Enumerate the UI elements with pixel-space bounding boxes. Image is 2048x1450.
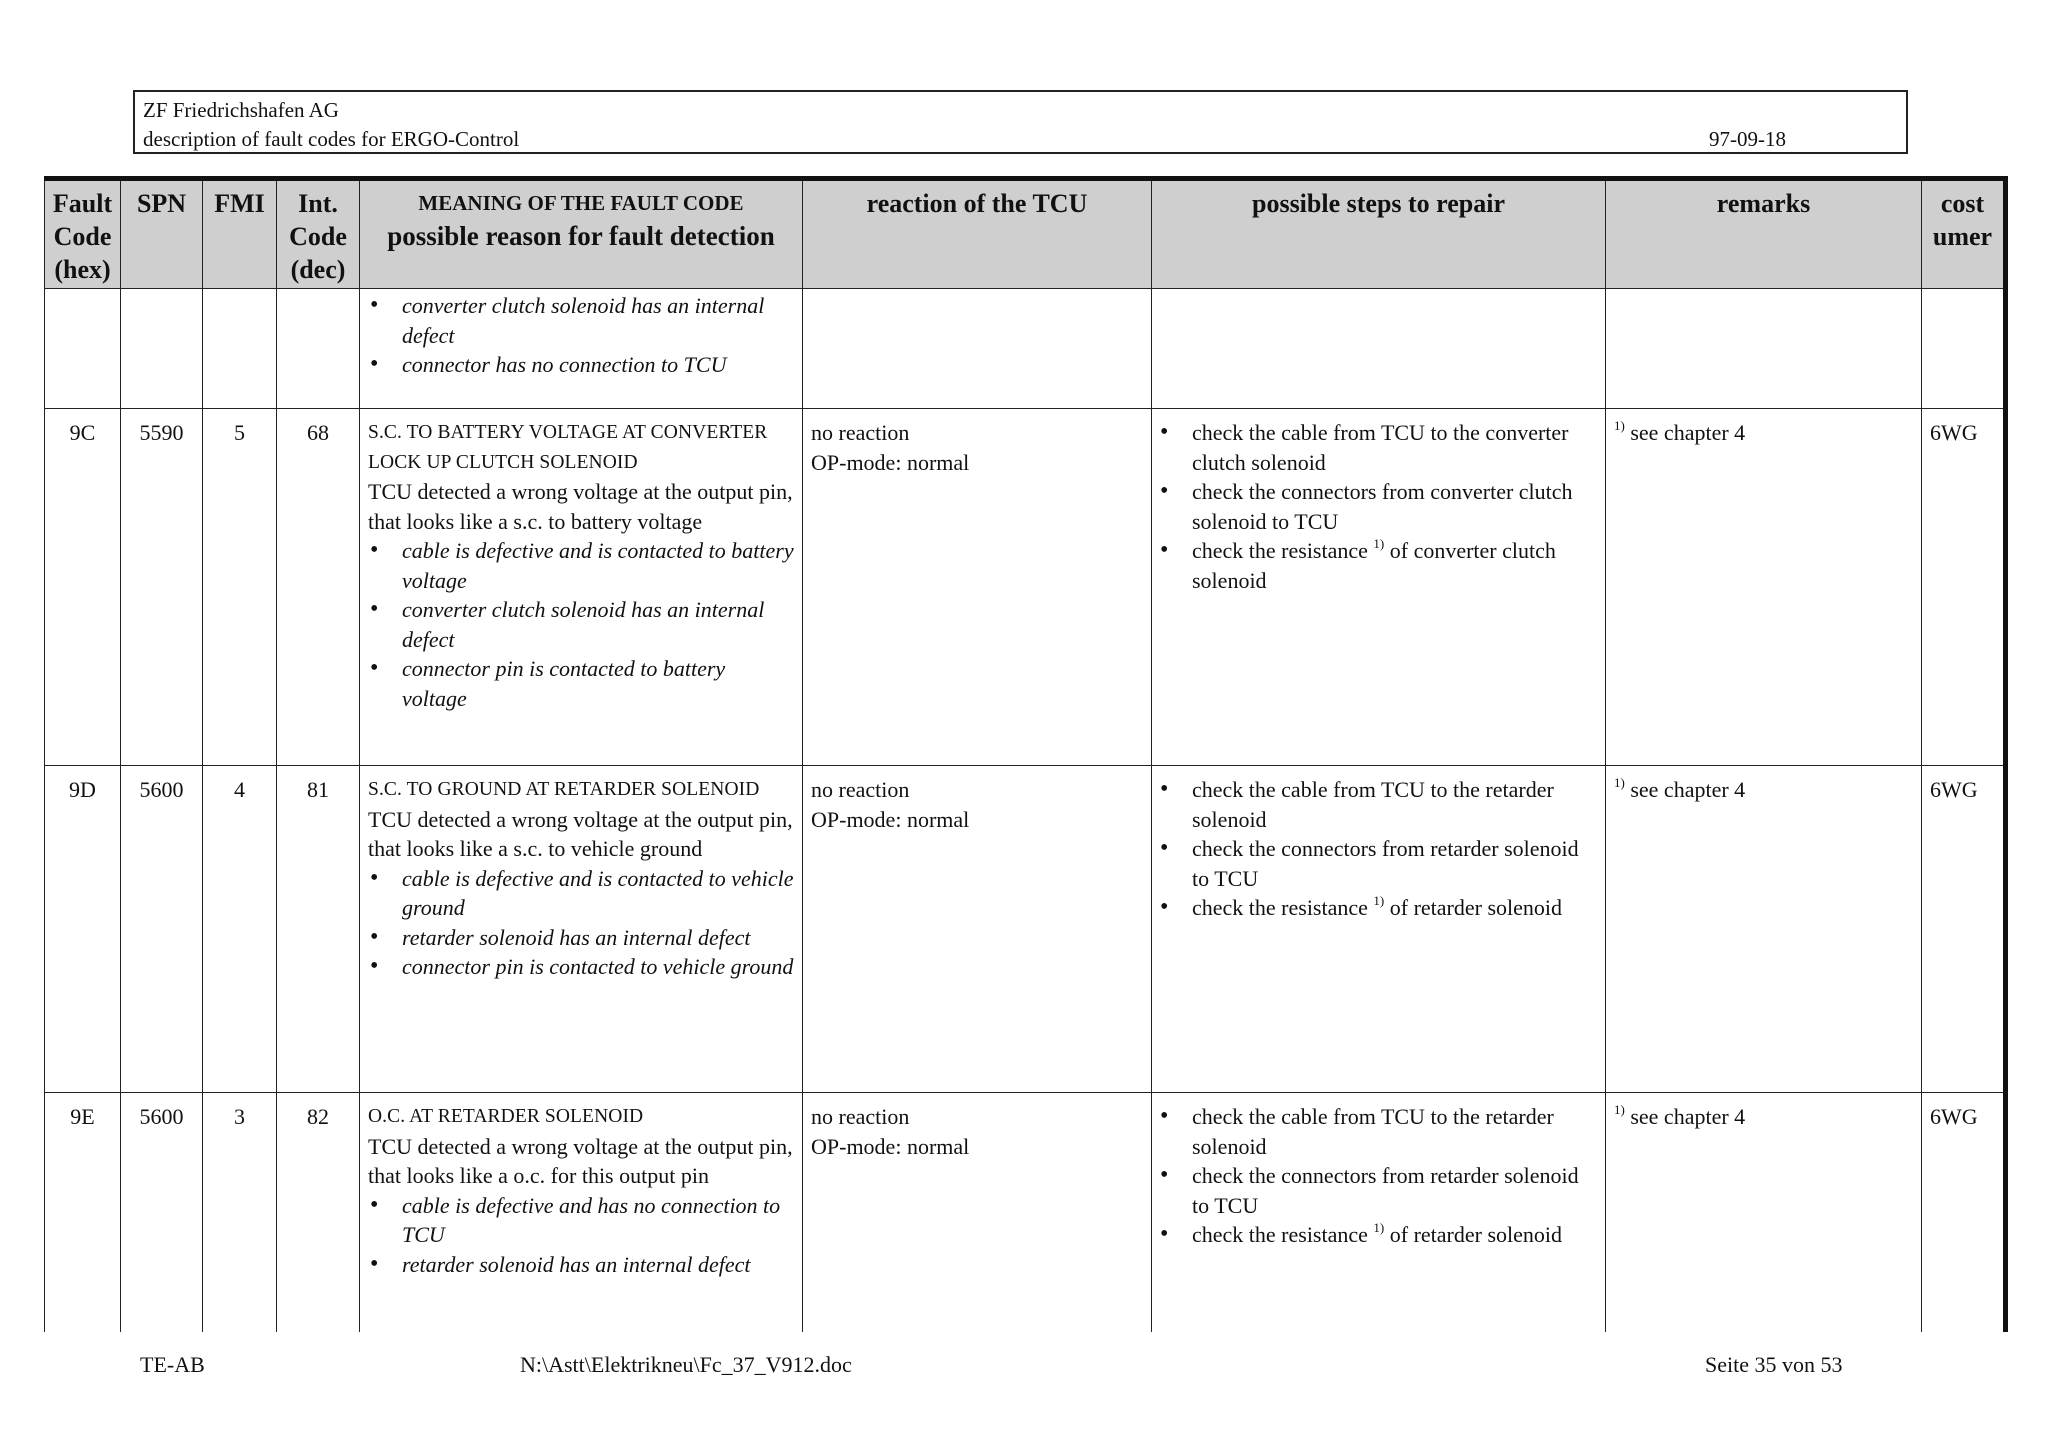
meaning-cell bbox=[360, 766, 803, 1093]
cause-item: • cable is defective and has no connection to TCU bbox=[368, 1191, 795, 1250]
footnote-marker: 1) bbox=[1373, 536, 1385, 551]
remark-text: see chapter 4 bbox=[1630, 1104, 1746, 1129]
repair-step: • check the connectors from retarder solenoid to TCU bbox=[1158, 834, 1598, 893]
customer-cell: 6WG bbox=[1922, 409, 2006, 766]
cause-item: • retarder solenoid has an internal defect bbox=[368, 1250, 795, 1280]
document-header bbox=[133, 90, 1908, 154]
remark-text: see chapter 4 bbox=[1630, 420, 1746, 445]
fault-title: S.C. TO GROUND AT RETARDER SOLENOID bbox=[368, 779, 760, 800]
reaction-cell bbox=[803, 1093, 1152, 1332]
op-mode-text: OP-mode: normal bbox=[811, 806, 970, 832]
fmi-value: 3 bbox=[203, 1093, 277, 1332]
col-header-fmi: FMI bbox=[203, 179, 277, 289]
company-name: ZF Friedrichshafen AG bbox=[143, 98, 339, 122]
footnote-marker: 1) bbox=[1373, 893, 1385, 908]
repair-step: • check the cable from TCU to the retarder solenoid bbox=[1158, 775, 1598, 834]
fault-code-table bbox=[44, 176, 2008, 1332]
repair-steps-cell bbox=[1152, 766, 1606, 1093]
op-mode-text: OP-mode: normal bbox=[811, 1133, 970, 1159]
spn-value: 5590 bbox=[121, 409, 203, 766]
cause-item: • retarder solenoid has an internal defect bbox=[368, 923, 795, 953]
col-header-int-code: Int. Code (dec) bbox=[277, 179, 360, 289]
customer-cell: 6WG bbox=[1922, 766, 2006, 1093]
remark-text: see chapter 4 bbox=[1630, 777, 1746, 802]
int-code-value: 81 bbox=[277, 766, 360, 1093]
fault-title: S.C. TO BATTERY VOLTAGE AT CONVERTER LOCK UP CLUTCH SOLENOID bbox=[368, 422, 768, 473]
remarks-cell bbox=[1606, 766, 1922, 1093]
col-header-meaning: MEANING OF THE FAULT CODE possible reason for fault detection bbox=[360, 179, 803, 289]
fault-code-hex: 9E bbox=[45, 1093, 121, 1332]
document-date: 97-09-18 bbox=[1709, 127, 1786, 151]
table-row bbox=[45, 766, 2006, 1093]
spn-value: 5600 bbox=[121, 1093, 203, 1332]
col-header-spn: SPN bbox=[121, 179, 203, 289]
reaction-text: no reaction bbox=[811, 1104, 910, 1129]
footer-file-path: N:\Astt\Elektrikneu\Fc_37_V912.doc bbox=[520, 1352, 852, 1377]
op-mode-text: OP-mode: normal bbox=[811, 449, 970, 475]
fault-code-hex: 9C bbox=[45, 409, 121, 766]
col-header-remarks: remarks bbox=[1606, 179, 1922, 289]
fault-code-hex: 9D bbox=[45, 766, 121, 1093]
cause-item: • connector has no connection to TCU bbox=[368, 350, 795, 380]
footer-page-number: Seite 35 von 53 bbox=[1705, 1352, 1843, 1377]
cause-item: • cable is defective and is contacted to vehicle ground bbox=[368, 864, 795, 923]
footnote-marker: 1) bbox=[1373, 1220, 1385, 1235]
cause-list bbox=[368, 536, 795, 713]
repair-step: • check the cable from TCU to the converter clutch solenoid bbox=[1158, 418, 1598, 477]
fault-title: O.C. AT RETARDER SOLENOID bbox=[368, 1106, 644, 1127]
meaning-cell bbox=[360, 1093, 803, 1332]
cause-item: • converter clutch solenoid has an internal defect bbox=[368, 595, 795, 654]
repair-step-list bbox=[1158, 1102, 1598, 1250]
repair-step: • check the resistance $^{1)}$ of retarder solenoid bbox=[1158, 893, 1598, 923]
cause-item: • connector pin is contacted to vehicle ground bbox=[368, 952, 795, 982]
footnote-marker: 1) bbox=[1614, 1102, 1625, 1117]
reaction-text: no reaction bbox=[811, 420, 910, 445]
int-code-value: 68 bbox=[277, 409, 360, 766]
fmi-value: 5 bbox=[203, 409, 277, 766]
repair-step: • check the resistance $^{1)}$ of retarder solenoid bbox=[1158, 1220, 1598, 1250]
cause-item: • connector pin is contacted to battery voltage bbox=[368, 654, 795, 713]
fault-description: TCU detected a wrong voltage at the output pin, that looks like a s.c. to battery voltage bbox=[368, 479, 793, 534]
meaning-cell bbox=[360, 409, 803, 766]
col-header-customer: cost umer bbox=[1922, 179, 2006, 289]
repair-steps-cell bbox=[1152, 1093, 1606, 1332]
fmi-value: 4 bbox=[203, 766, 277, 1093]
cause-item: • cable is defective and is contacted to battery voltage bbox=[368, 536, 795, 595]
repair-step-list bbox=[1158, 418, 1598, 595]
repair-step: • check the resistance $^{1)}$ of converter clutch solenoid bbox=[1158, 536, 1598, 595]
fault-description: TCU detected a wrong voltage at the output pin, that looks like a o.c. for this output pin bbox=[368, 1133, 793, 1188]
footnote-marker: 1) bbox=[1614, 775, 1625, 790]
table-row bbox=[45, 409, 2006, 766]
table-row bbox=[45, 1093, 2006, 1332]
col-header-repair: possible steps to repair bbox=[1152, 179, 1606, 289]
col-header-fault-code: Fault Code (hex) bbox=[45, 179, 121, 289]
table-row-continuation bbox=[45, 289, 2006, 409]
repair-step: • check the connectors from retarder solenoid to TCU bbox=[1158, 1161, 1598, 1220]
spn-value: 5600 bbox=[121, 766, 203, 1093]
table-header-row bbox=[45, 179, 2006, 289]
remarks-cell bbox=[1606, 1093, 1922, 1332]
repair-step-list bbox=[1158, 775, 1598, 923]
cause-list bbox=[368, 1191, 795, 1280]
footer-department: TE-AB bbox=[140, 1352, 205, 1377]
col-header-reaction: reaction of the TCU bbox=[803, 179, 1152, 289]
remarks-cell bbox=[1606, 409, 1922, 766]
reaction-cell bbox=[803, 409, 1152, 766]
repair-step: • check the connectors from converter clutch solenoid to TCU bbox=[1158, 477, 1598, 536]
cause-list bbox=[368, 864, 795, 982]
repair-step: • check the cable from TCU to the retarder solenoid bbox=[1158, 1102, 1598, 1161]
cause-list bbox=[368, 291, 795, 380]
cause-item: • converter clutch solenoid has an internal defect bbox=[368, 291, 795, 350]
reaction-text: no reaction bbox=[811, 777, 910, 802]
repair-steps-cell bbox=[1152, 409, 1606, 766]
document-description: description of fault codes for ERGO-Control bbox=[143, 127, 520, 151]
int-code-value: 82 bbox=[277, 1093, 360, 1332]
meaning-cell bbox=[360, 289, 803, 409]
reaction-cell bbox=[803, 766, 1152, 1093]
fault-description: TCU detected a wrong voltage at the output pin, that looks like a s.c. to vehicle ground bbox=[368, 806, 793, 861]
footnote-marker: 1) bbox=[1614, 418, 1625, 433]
customer-cell: 6WG bbox=[1922, 1093, 2006, 1332]
